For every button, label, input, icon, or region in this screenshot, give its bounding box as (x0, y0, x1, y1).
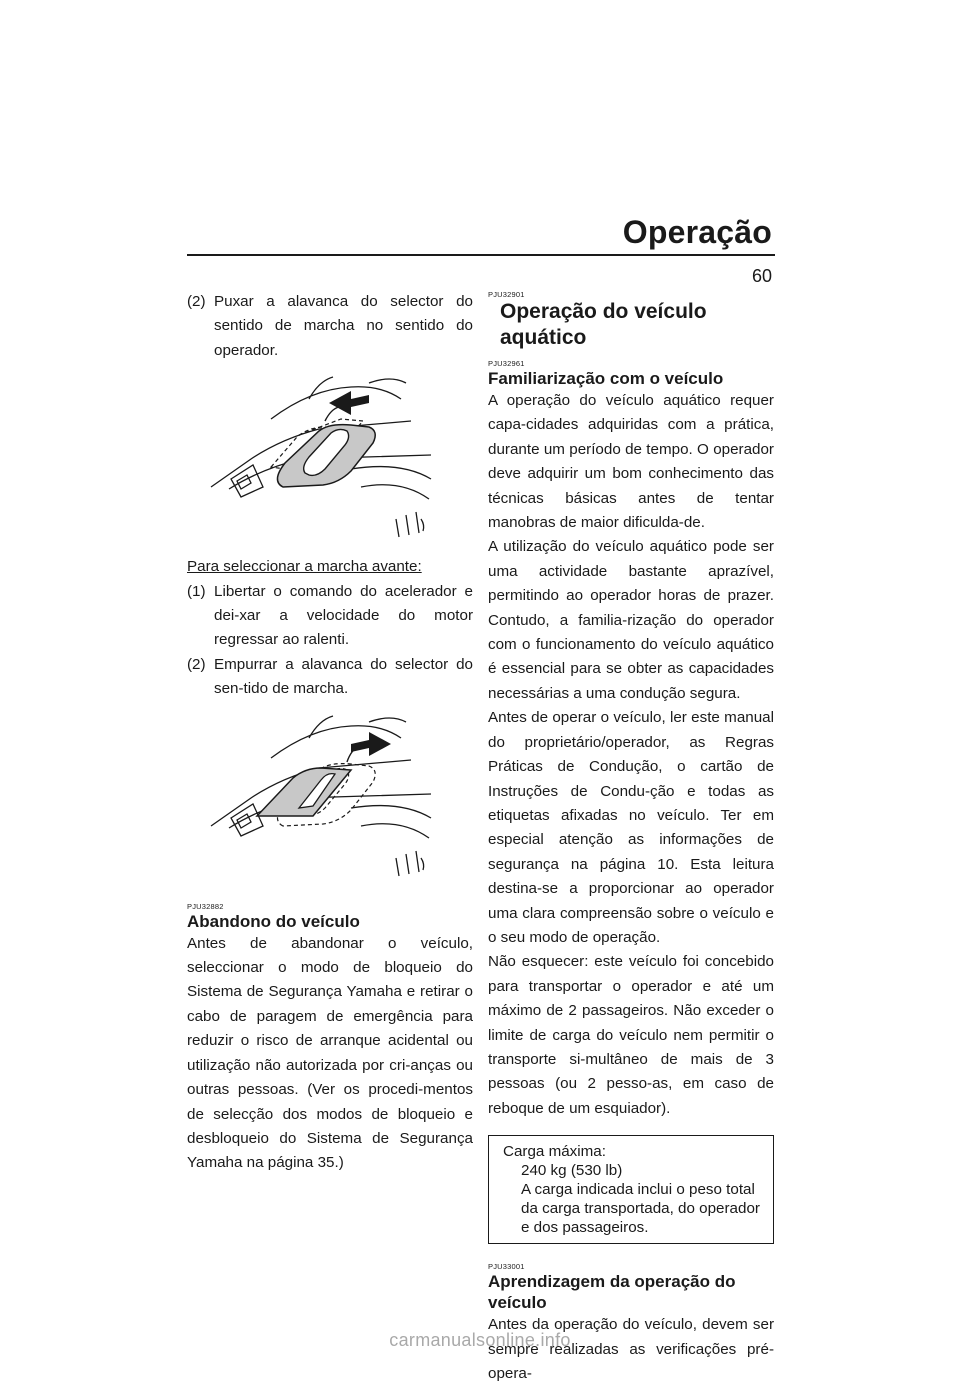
section-code: PJU33001 (488, 1262, 525, 1272)
spec-value: 240 kg (530 lb) (521, 1162, 623, 1180)
body-paragraph: A utilização do veículo aquático pode ser uma actividade bastante aprazível, permitindo ao operador horas de prazer. Contudo, a familia-rização do operador com o funcionamento do veículo aquático é essencial para se obter as capacidades necessárias a uma condução segura. (488, 538, 774, 702)
chapter-section-title: Operação do veículo aquático (500, 300, 707, 349)
body-paragraph: Antes de abandonar o veículo, seleccionar o modo de bloqueio do Sistema de Segurança Yamaha e retirar o cabo de paragem de emergência para reduzir o risco de arranque acidental ou utilização não autorizada por cri-anças ou outras pessoas. (Ver os procedi-mentos de selecção dos modos de bloqueio e desbloqueio do Sistema de Segurança Yamaha na página 35.) (187, 934, 473, 1172)
left-column (187, 290, 473, 1176)
shift-lever-push-illustration (201, 708, 441, 888)
spec-label: Carga máxima: (503, 1143, 606, 1161)
watermark: carmanualsonline.info (389, 1330, 571, 1350)
list-number: (2) (187, 293, 206, 310)
body-paragraph: A operação do veículo aquático requer capa-cidades adquiridas com a prática, durante um período de tempo. O operador deve adquirir um bom conhecimento das técnicas básicas antes de tentar manobras de maior dificulda-de. (488, 392, 774, 532)
section-code: PJU32901 (488, 290, 525, 299)
body-paragraph: Antes de operar o veículo, ler este manual do proprietário/operador, as Regras Práticas de Condução, o cartão de Instruções de Condu-ção e todas as etiquetas afixadas no veículo. Ter em especial atenção as informações de segurança na página 10. Esta leitura destina-se a proporcionar ao operador uma clara compreensão sobre o veículo e o seu modo de operação. (488, 709, 774, 946)
list-number: (1) (187, 582, 206, 600)
body-paragraph: Não esquecer: este veículo foi concebido para transportar o operador e até um máximo de 2 passageiros. Não exceder o limite de carga do veículo nem permitir o transporte si-multâneo de mais de 3 pessoas (ou 2 pesso-as, em caso de reboque de um esquiador). (488, 953, 774, 1117)
section-heading: Familiarização com o veículo (488, 369, 724, 388)
list-item (187, 580, 473, 653)
section-heading: Aprendizagem da operação do veículo (488, 1272, 736, 1313)
body-paragraph: Antes da operação do veículo, devem ser sempre realizadas as verificações pré-opera- (488, 1316, 774, 1382)
header-title: Operação (622, 214, 772, 250)
max-load-spec-box (488, 1135, 774, 1244)
list-text: Empurrar a alavanca do selector do sen-tido de marcha. (214, 655, 473, 698)
section-heading: Abandono do veículo (187, 911, 360, 931)
spec-note: A carga indicada inclui o peso total da carga transportada, do operador e dos passageiros. (521, 1181, 760, 1237)
shift-lever-pull-illustration (201, 369, 441, 549)
list-item (187, 290, 473, 363)
list-number: (2) (187, 655, 206, 673)
forward-heading: Para seleccionar a marcha avante: (187, 558, 422, 576)
list-text: Libertar o comando do acelerador e dei-xar a velocidade do motor regressar ao ralenti. (214, 582, 473, 649)
list-text: Puxar a alavanca do selector do sentido de marcha no sentido do operador. (214, 293, 473, 359)
list-item (187, 653, 473, 702)
right-column (488, 290, 774, 1386)
section-code: PJU32882 (187, 901, 224, 911)
section-code: PJU32961 (488, 359, 525, 368)
header-rule (187, 254, 775, 256)
page-number: 60 (751, 266, 772, 286)
